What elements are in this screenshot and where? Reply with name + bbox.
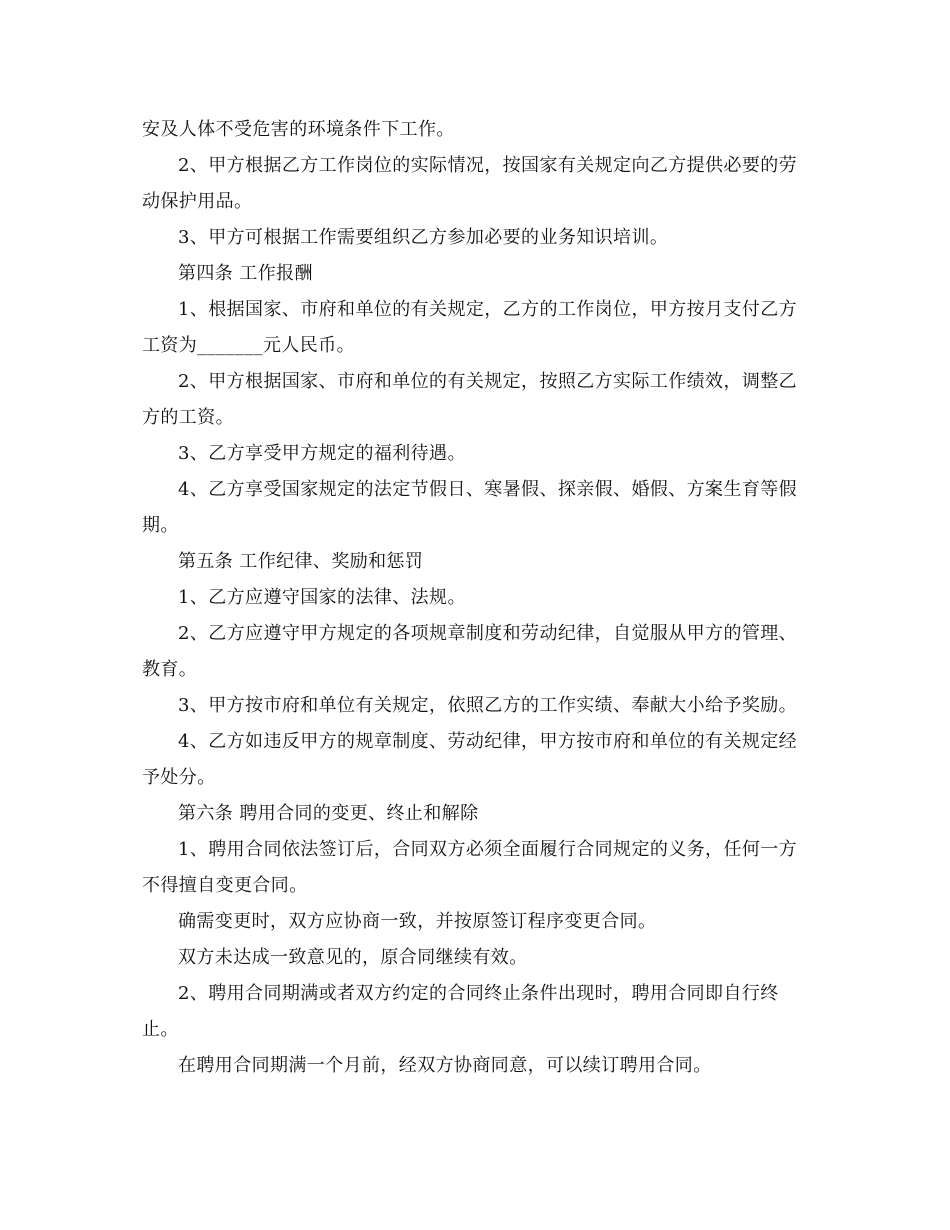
document-body	[142, 112, 812, 1084]
paragraph: 4、乙方享受国家规定的法定节假日、寒暑假、探亲假、婚假、方案生育等假期。	[142, 479, 798, 536]
paragraph: 安及人体不受危害的环境条件下工作。	[142, 119, 455, 140]
paragraph: 3、甲方可根据工作需要组织乙方参加必要的业务知识培训。	[178, 227, 669, 248]
paragraph: 1、乙方应遵守国家的法律、法规。	[178, 587, 466, 608]
paragraph: 1、根据国家、市府和单位的有关规定，乙方的工作岗位，甲方按月支付乙方工资为_______元人民币。	[142, 299, 798, 356]
paragraph: 2、聘用合同期满或者双方约定的合同终止条件出现时，聘用合同即自行终止。	[142, 983, 779, 1040]
paragraph: 2、甲方根据乙方工作岗位的实际情况，按国家有关规定向乙方提供必要的劳动保护用品。	[142, 155, 798, 212]
section-heading: 第六条 聘用合同的变更、终止和解除	[178, 803, 479, 824]
paragraph: 2、甲方根据国家、市府和单位的有关规定，按照乙方实际工作绩效，调整乙方的工资。	[142, 371, 798, 428]
paragraph: 在聘用合同期满一个月前，经双方协商同意，可以续订聘用合同。	[178, 1055, 712, 1076]
paragraph: 双方未达成一致意见的，原合同继续有效。	[178, 947, 528, 968]
paragraph: 4、乙方如违反甲方的规章制度、劳动纪律，甲方按市府和单位的有关规定经予处分。	[142, 731, 798, 788]
paragraph: 1、聘用合同依法签订后，合同双方必须全面履行合同规定的义务，任何一方不得擅自变更合同。	[142, 839, 798, 896]
paragraph: 3、乙方享受甲方规定的福利待遇。	[178, 443, 466, 464]
section-heading: 第四条 工作报酬	[178, 263, 313, 284]
paragraph: 确需变更时，双方应协商一致，并按原签订程序变更合同。	[178, 911, 657, 932]
paragraph: 3、甲方按市府和单位有关规定，依照乙方的工作实绩、奉献大小给予奖励。	[178, 695, 798, 716]
section-heading: 第五条 工作纪律、奖励和惩罚	[178, 551, 424, 572]
paragraph: 2、乙方应遵守甲方规定的各项规章制度和劳动纪律，自觉服从甲方的管理、教育。	[142, 623, 798, 680]
